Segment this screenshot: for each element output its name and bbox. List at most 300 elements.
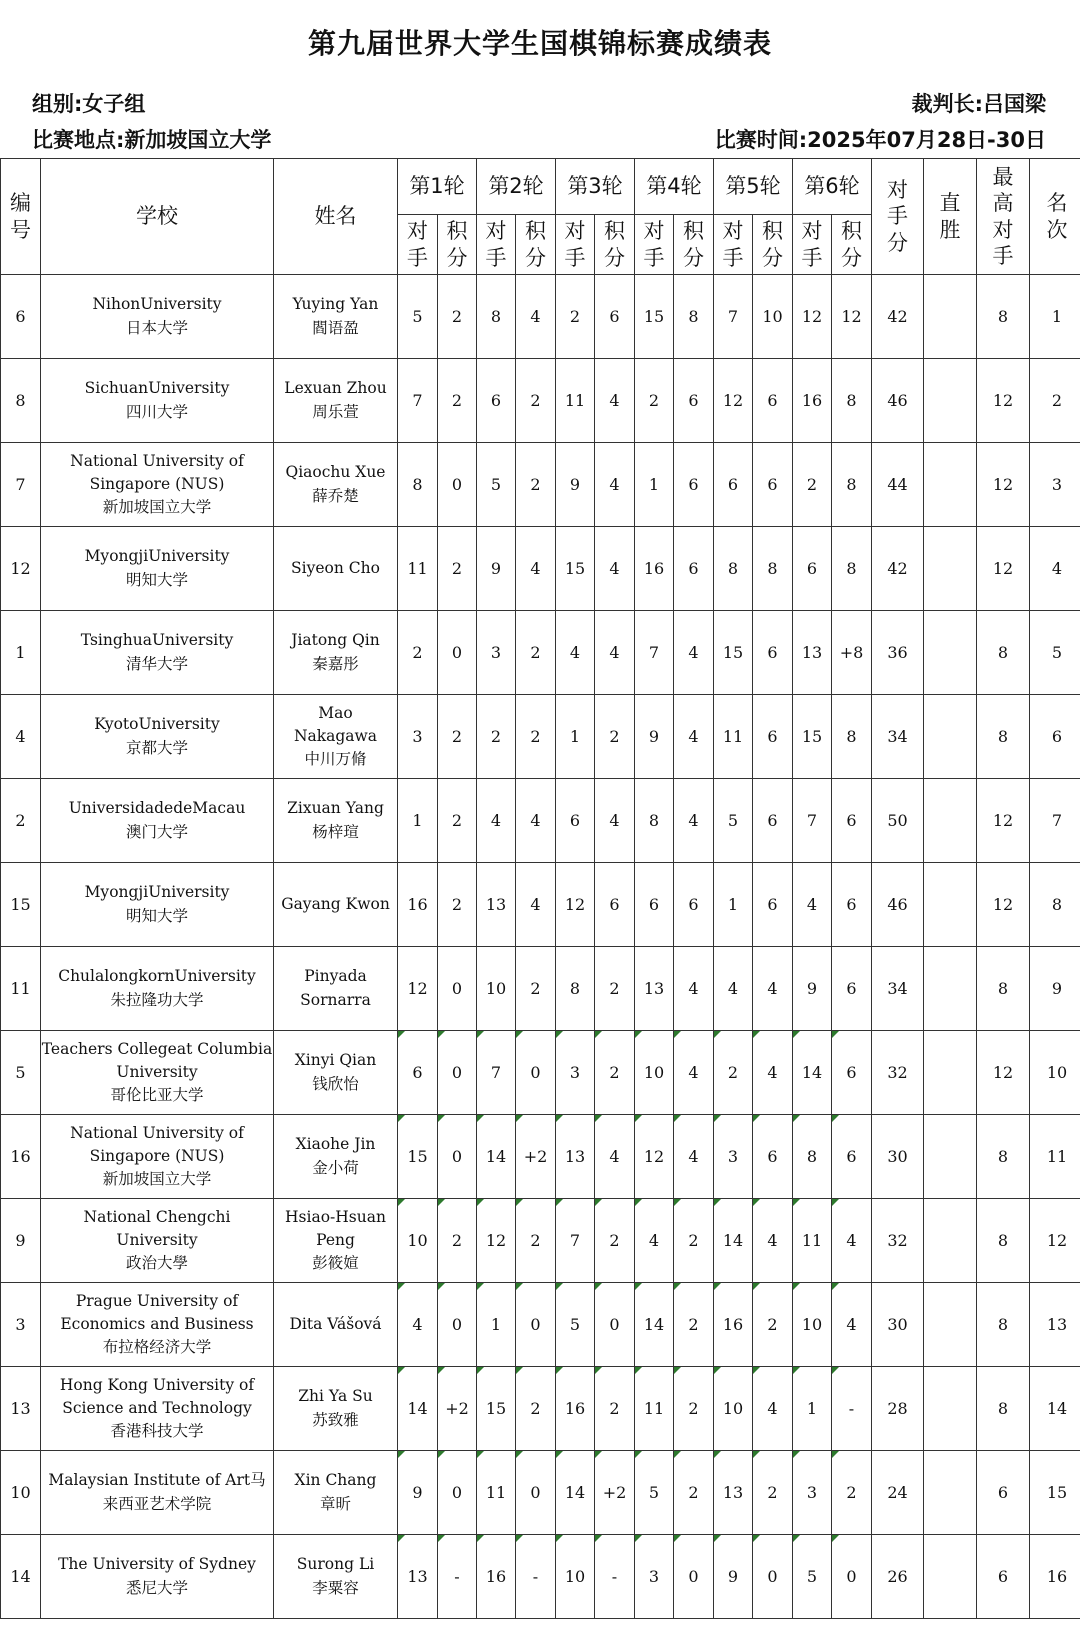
round-1-opponent: 13: [398, 1535, 438, 1619]
round-5-opponent: 10: [714, 1367, 753, 1451]
opponent-score: 32: [872, 1031, 924, 1115]
school-name-en: National University of Singapore (NUS): [70, 451, 244, 493]
round-1-points: 0: [438, 1031, 477, 1115]
round-6-opponent: 9: [793, 947, 832, 1031]
school-name-cn: 政治大學: [125, 1254, 188, 1273]
time-label: 比赛时间:2025年07月28日-30日: [714, 128, 1046, 152]
school-name-en: Prague University of Economics and Business: [60, 1291, 254, 1333]
round-5-opponent: 12: [714, 359, 753, 443]
rank: 3: [1030, 443, 1080, 527]
round-1-points: 2: [438, 779, 477, 863]
round-3-points: 2: [595, 695, 635, 779]
direct-win: [924, 695, 977, 779]
round-5-points: 6: [753, 443, 793, 527]
round-2-opponent: 16: [477, 1535, 516, 1619]
round-4-opponent: 10: [635, 1031, 674, 1115]
round-3-opponent: 3: [556, 1031, 595, 1115]
round-5-points: 10: [753, 275, 793, 359]
header-round-5: 第5轮: [714, 159, 793, 215]
row-number: 14: [1, 1535, 41, 1619]
round-6-points: -: [832, 1367, 872, 1451]
player-name-line: Surong Li: [296, 1555, 375, 1574]
school-name-en: MyongjiUniversity: [84, 547, 230, 566]
round-1-points: -: [438, 1535, 477, 1619]
round-3-points: 2: [595, 1031, 635, 1115]
player-name-line: Siyeon Cho: [291, 558, 380, 577]
round-2-points: 2: [516, 1367, 556, 1451]
header-round-3: 第3轮: [556, 159, 635, 215]
player-name-line: Lexuan Zhou: [284, 379, 387, 398]
round-6-points: 6: [832, 863, 872, 947]
direct-win: [924, 359, 977, 443]
round-6-opponent: 5: [793, 1535, 832, 1619]
school-name-cn: 明知大学: [125, 570, 188, 589]
round-4-opponent: 15: [635, 275, 674, 359]
school-cell: [41, 1199, 274, 1283]
round-3-opponent: 16: [556, 1367, 595, 1451]
round-6-opponent: 6: [793, 527, 832, 611]
table-row: [1, 611, 1080, 695]
round-5-opponent: 13: [714, 1451, 753, 1535]
round-3-opponent: 10: [556, 1535, 595, 1619]
opponent-score: 36: [872, 611, 924, 695]
school-name-cn: 清华大学: [125, 654, 188, 673]
player-name-line: 金小荷: [312, 1158, 359, 1177]
header-top-opp: 最高对手: [977, 159, 1030, 275]
round-3-opponent: 12: [556, 863, 595, 947]
table-row: [1, 779, 1080, 863]
round-5-opponent: 8: [714, 527, 753, 611]
round-3-points: 6: [595, 275, 635, 359]
round-1-opponent: 4: [398, 1283, 438, 1367]
round-4-points: 4: [674, 947, 714, 1031]
opponent-score: 50: [872, 779, 924, 863]
player-name-cell: [274, 443, 398, 527]
top-opponent: 8: [977, 947, 1030, 1031]
round-3-points: 2: [595, 1367, 635, 1451]
round-2-points: 4: [516, 779, 556, 863]
top-opponent: 8: [977, 695, 1030, 779]
player-name-line: 李粟容: [312, 1578, 359, 1597]
round-1-points: 2: [438, 863, 477, 947]
school-cell: [41, 863, 274, 947]
table-row: [1, 1031, 1080, 1115]
school-name-en: National Chengchi University: [83, 1207, 231, 1249]
player-name-cell: [274, 359, 398, 443]
direct-win: [924, 1451, 977, 1535]
top-opponent: 12: [977, 443, 1030, 527]
round-3-opponent: 15: [556, 527, 595, 611]
school-name-cn: 新加坡国立大学: [102, 498, 212, 517]
round-2-opponent: 14: [477, 1115, 516, 1199]
round-1-opponent: 15: [398, 1115, 438, 1199]
round-4-points: 2: [674, 1199, 714, 1283]
school-cell: [41, 947, 274, 1031]
top-opponent: 12: [977, 863, 1030, 947]
round-6-opponent: 16: [793, 359, 832, 443]
round-4-opponent: 3: [635, 1535, 674, 1619]
rank: 2: [1030, 359, 1080, 443]
round-5-points: 6: [753, 863, 793, 947]
rank: 10: [1030, 1031, 1080, 1115]
round-6-points: +8: [832, 611, 872, 695]
round-1-points: 0: [438, 947, 477, 1031]
player-name-cell: [274, 1367, 398, 1451]
round-6-points: 6: [832, 1115, 872, 1199]
opponent-score: 46: [872, 863, 924, 947]
player-name-cell: [274, 611, 398, 695]
table-row: [1, 1283, 1080, 1367]
top-opponent: 12: [977, 1031, 1030, 1115]
top-opponent: 8: [977, 1115, 1030, 1199]
school-name-en: ChulalongkornUniversity: [58, 967, 256, 986]
table-row: [1, 1451, 1080, 1535]
round-2-opponent: 3: [477, 611, 516, 695]
round-4-opponent: 7: [635, 611, 674, 695]
round-5-points: 4: [753, 1367, 793, 1451]
round-3-points: 0: [595, 1283, 635, 1367]
school-cell: [41, 359, 274, 443]
top-opponent: 8: [977, 1199, 1030, 1283]
round-6-opponent: 7: [793, 779, 832, 863]
round-4-points: 4: [674, 779, 714, 863]
table-row: [1, 1199, 1080, 1283]
school-name-en: Teachers Collegeat Columbia University: [41, 1039, 273, 1081]
round-5-opponent: 7: [714, 275, 753, 359]
direct-win: [924, 1283, 977, 1367]
round-6-points: 4: [832, 1199, 872, 1283]
round-5-points: 6: [753, 1115, 793, 1199]
round-4-points: 0: [674, 1535, 714, 1619]
round-2-points: 2: [516, 443, 556, 527]
round-1-points: 0: [438, 443, 477, 527]
rank: 4: [1030, 527, 1080, 611]
direct-win: [924, 1199, 977, 1283]
round-5-points: 6: [753, 695, 793, 779]
direct-win: [924, 1535, 977, 1619]
row-number: 1: [1, 611, 41, 695]
header-round-4-opp: 对手: [635, 215, 674, 275]
header-round-2-pts: 积分: [516, 215, 556, 275]
direct-win: [924, 1115, 977, 1199]
round-1-opponent: 16: [398, 863, 438, 947]
player-name-line: 钱欣怡: [312, 1074, 359, 1093]
round-2-opponent: 7: [477, 1031, 516, 1115]
round-4-points: 4: [674, 1115, 714, 1199]
header-round-5-opp: 对手: [714, 215, 753, 275]
round-5-points: 0: [753, 1535, 793, 1619]
round-4-opponent: 12: [635, 1115, 674, 1199]
direct-win: [924, 611, 977, 695]
round-2-opponent: 5: [477, 443, 516, 527]
round-4-opponent: 9: [635, 695, 674, 779]
row-number: 12: [1, 527, 41, 611]
direct-win: [924, 275, 977, 359]
round-4-opponent: 16: [635, 527, 674, 611]
opponent-score: 30: [872, 1283, 924, 1367]
player-name-cell: [274, 527, 398, 611]
opponent-score: 42: [872, 527, 924, 611]
round-1-opponent: 12: [398, 947, 438, 1031]
round-1-points: 0: [438, 1115, 477, 1199]
row-number: 2: [1, 779, 41, 863]
round-1-opponent: 5: [398, 275, 438, 359]
round-1-points: 2: [438, 275, 477, 359]
rank: 6: [1030, 695, 1080, 779]
round-6-points: 4: [832, 1283, 872, 1367]
table-row: [1, 947, 1080, 1031]
school-cell: [41, 443, 274, 527]
round-5-opponent: 11: [714, 695, 753, 779]
player-name-line: Dita Vášová: [289, 1314, 382, 1333]
header-round-4: 第4轮: [635, 159, 714, 215]
round-4-opponent: 11: [635, 1367, 674, 1451]
school-name-cn: 布拉格经济大学: [102, 1338, 212, 1357]
top-opponent: 8: [977, 611, 1030, 695]
direct-win: [924, 863, 977, 947]
direct-win: [924, 1031, 977, 1115]
round-4-opponent: 2: [635, 359, 674, 443]
direct-win: [924, 779, 977, 863]
round-2-opponent: 1: [477, 1283, 516, 1367]
round-3-points: 4: [595, 779, 635, 863]
player-name-line: Pinyada: [304, 967, 367, 986]
player-name-line: 彭筱媗: [312, 1254, 359, 1273]
round-2-points: 0: [516, 1283, 556, 1367]
round-4-points: 4: [674, 1031, 714, 1115]
round-3-opponent: 7: [556, 1199, 595, 1283]
round-5-opponent: 2: [714, 1031, 753, 1115]
row-number: 15: [1, 863, 41, 947]
round-3-points: 4: [595, 527, 635, 611]
round-3-opponent: 13: [556, 1115, 595, 1199]
header-rank: 名次: [1030, 159, 1080, 275]
round-2-opponent: 8: [477, 275, 516, 359]
school-cell: [41, 695, 274, 779]
header-round-5-pts: 积分: [753, 215, 793, 275]
round-6-points: 6: [832, 947, 872, 1031]
rank: 14: [1030, 1367, 1080, 1451]
player-name-line: Nakagawa: [293, 726, 378, 745]
round-6-opponent: 12: [793, 275, 832, 359]
rank: 5: [1030, 611, 1080, 695]
top-opponent: 12: [977, 359, 1030, 443]
opponent-score: 28: [872, 1367, 924, 1451]
player-name-line: Xin Chang: [294, 1471, 377, 1490]
player-name-cell: [274, 947, 398, 1031]
table-row: [1, 863, 1080, 947]
school-name-cn: 四川大学: [125, 402, 188, 421]
round-4-opponent: 1: [635, 443, 674, 527]
round-1-points: 2: [438, 1199, 477, 1283]
round-4-points: 6: [674, 863, 714, 947]
school-cell: [41, 1115, 274, 1199]
round-6-opponent: 1: [793, 1367, 832, 1451]
top-opponent: 12: [977, 779, 1030, 863]
round-3-opponent: 9: [556, 443, 595, 527]
round-6-opponent: 2: [793, 443, 832, 527]
header-round-1-pts: 积分: [438, 215, 477, 275]
rank: 16: [1030, 1535, 1080, 1619]
player-name-line: Zixuan Yang: [287, 799, 384, 818]
rank: 13: [1030, 1283, 1080, 1367]
round-2-points: 0: [516, 1031, 556, 1115]
round-2-points: 4: [516, 275, 556, 359]
round-6-opponent: 8: [793, 1115, 832, 1199]
player-name-line: Peng: [316, 1230, 355, 1249]
header-round-3-opp: 对手: [556, 215, 595, 275]
round-4-points: 6: [674, 527, 714, 611]
rank: 15: [1030, 1451, 1080, 1535]
opponent-score: 24: [872, 1451, 924, 1535]
school-cell: [41, 1451, 274, 1535]
round-6-points: 8: [832, 695, 872, 779]
player-name-line: Sornarra: [300, 990, 371, 1009]
round-1-opponent: 7: [398, 359, 438, 443]
round-3-points: 4: [595, 359, 635, 443]
round-2-opponent: 13: [477, 863, 516, 947]
round-1-opponent: 14: [398, 1367, 438, 1451]
row-number: 6: [1, 275, 41, 359]
round-3-points: 2: [595, 947, 635, 1031]
direct-win: [924, 527, 977, 611]
table-row: [1, 1115, 1080, 1199]
school-name-en: TsinghuaUniversity: [80, 631, 234, 650]
round-6-points: 12: [832, 275, 872, 359]
rank: 1: [1030, 275, 1080, 359]
round-1-opponent: 9: [398, 1451, 438, 1535]
round-1-opponent: 11: [398, 527, 438, 611]
header-direct-win: 直胜: [924, 159, 977, 275]
round-6-opponent: 3: [793, 1451, 832, 1535]
school-name-cn: 新加坡国立大学: [102, 1170, 212, 1189]
direct-win: [924, 443, 977, 527]
school-cell: [41, 1283, 274, 1367]
round-1-opponent: 6: [398, 1031, 438, 1115]
round-4-points: 4: [674, 611, 714, 695]
round-2-opponent: 15: [477, 1367, 516, 1451]
round-6-points: 2: [832, 1451, 872, 1535]
row-number: 3: [1, 1283, 41, 1367]
header-round-1: 第1轮: [398, 159, 477, 215]
table-row: [1, 359, 1080, 443]
round-2-points: 2: [516, 1199, 556, 1283]
round-6-points: 0: [832, 1535, 872, 1619]
round-3-points: 2: [595, 1199, 635, 1283]
round-6-opponent: 14: [793, 1031, 832, 1115]
player-name-line: 章昕: [319, 1494, 351, 1513]
round-3-opponent: 14: [556, 1451, 595, 1535]
top-opponent: 8: [977, 1367, 1030, 1451]
round-6-points: 6: [832, 1031, 872, 1115]
venue-label: 比赛地点:新加坡国立大学: [32, 128, 272, 152]
round-3-opponent: 11: [556, 359, 595, 443]
row-number: 10: [1, 1451, 41, 1535]
round-2-opponent: 11: [477, 1451, 516, 1535]
table-row: [1, 1367, 1080, 1451]
opponent-score: 32: [872, 1199, 924, 1283]
round-3-points: 4: [595, 611, 635, 695]
school-name-en: SichuanUniversity: [84, 379, 230, 398]
school-cell: [41, 611, 274, 695]
school-cell: [41, 275, 274, 359]
player-name-line: 杨梓瑄: [312, 822, 359, 841]
header-name: 姓名: [274, 159, 398, 275]
school-name-cn: 京都大学: [125, 738, 188, 757]
row-number: 11: [1, 947, 41, 1031]
round-6-opponent: 15: [793, 695, 832, 779]
player-name-line: 周乐萱: [312, 402, 359, 421]
school-cell: [41, 1367, 274, 1451]
round-6-points: 6: [832, 779, 872, 863]
round-2-points: 4: [516, 527, 556, 611]
round-5-opponent: 16: [714, 1283, 753, 1367]
player-name-cell: [274, 1199, 398, 1283]
round-3-opponent: 5: [556, 1283, 595, 1367]
round-6-points: 8: [832, 443, 872, 527]
round-4-points: 6: [674, 359, 714, 443]
header-round-6-opp: 对手: [793, 215, 832, 275]
school-name-en: UniversidadedeMacau: [68, 799, 246, 818]
round-1-points: +2: [438, 1367, 477, 1451]
player-name-cell: [274, 1451, 398, 1535]
table-row: [1, 1535, 1080, 1619]
rank: 7: [1030, 779, 1080, 863]
school-name-cn: 明知大学: [125, 906, 188, 925]
player-name-line: 閻语盈: [312, 318, 359, 337]
round-1-points: 2: [438, 359, 477, 443]
row-number: 9: [1, 1199, 41, 1283]
opponent-score: 26: [872, 1535, 924, 1619]
school-name-en: Malaysian Institute of Art马来西亚艺术学院: [48, 1471, 266, 1513]
table-row: [1, 695, 1080, 779]
school-name-en: NihonUniversity: [92, 295, 222, 314]
player-name-line: Xinyi Qian: [294, 1051, 377, 1070]
round-4-points: 2: [674, 1451, 714, 1535]
header-round-4-pts: 积分: [674, 215, 714, 275]
player-name-line: Zhi Ya Su: [298, 1387, 373, 1406]
round-5-points: 8: [753, 527, 793, 611]
top-opponent: 6: [977, 1451, 1030, 1535]
round-5-opponent: 3: [714, 1115, 753, 1199]
round-4-opponent: 5: [635, 1451, 674, 1535]
round-2-points: 2: [516, 611, 556, 695]
round-4-points: 2: [674, 1283, 714, 1367]
row-number: 8: [1, 359, 41, 443]
referee-label: 裁判长:吕国梁: [911, 92, 1046, 116]
table-row: [1, 443, 1080, 527]
round-5-points: 4: [753, 1199, 793, 1283]
round-5-opponent: 15: [714, 611, 753, 695]
round-3-points: 6: [595, 863, 635, 947]
row-number: 5: [1, 1031, 41, 1115]
round-6-opponent: 10: [793, 1283, 832, 1367]
player-name-cell: [274, 1115, 398, 1199]
round-6-opponent: 11: [793, 1199, 832, 1283]
table-row: [1, 275, 1080, 359]
round-2-points: +2: [516, 1115, 556, 1199]
round-2-opponent: 6: [477, 359, 516, 443]
header-round-2-opp: 对手: [477, 215, 516, 275]
player-name-line: Xiaohe Jin: [295, 1135, 376, 1154]
player-name-line: Mao: [318, 703, 353, 722]
school-name-cn: 哥伦比亚大学: [110, 1086, 204, 1105]
round-5-opponent: 4: [714, 947, 753, 1031]
school-name-en: MyongjiUniversity: [84, 883, 230, 902]
round-3-opponent: 2: [556, 275, 595, 359]
round-4-points: 2: [674, 1367, 714, 1451]
round-4-points: 6: [674, 443, 714, 527]
